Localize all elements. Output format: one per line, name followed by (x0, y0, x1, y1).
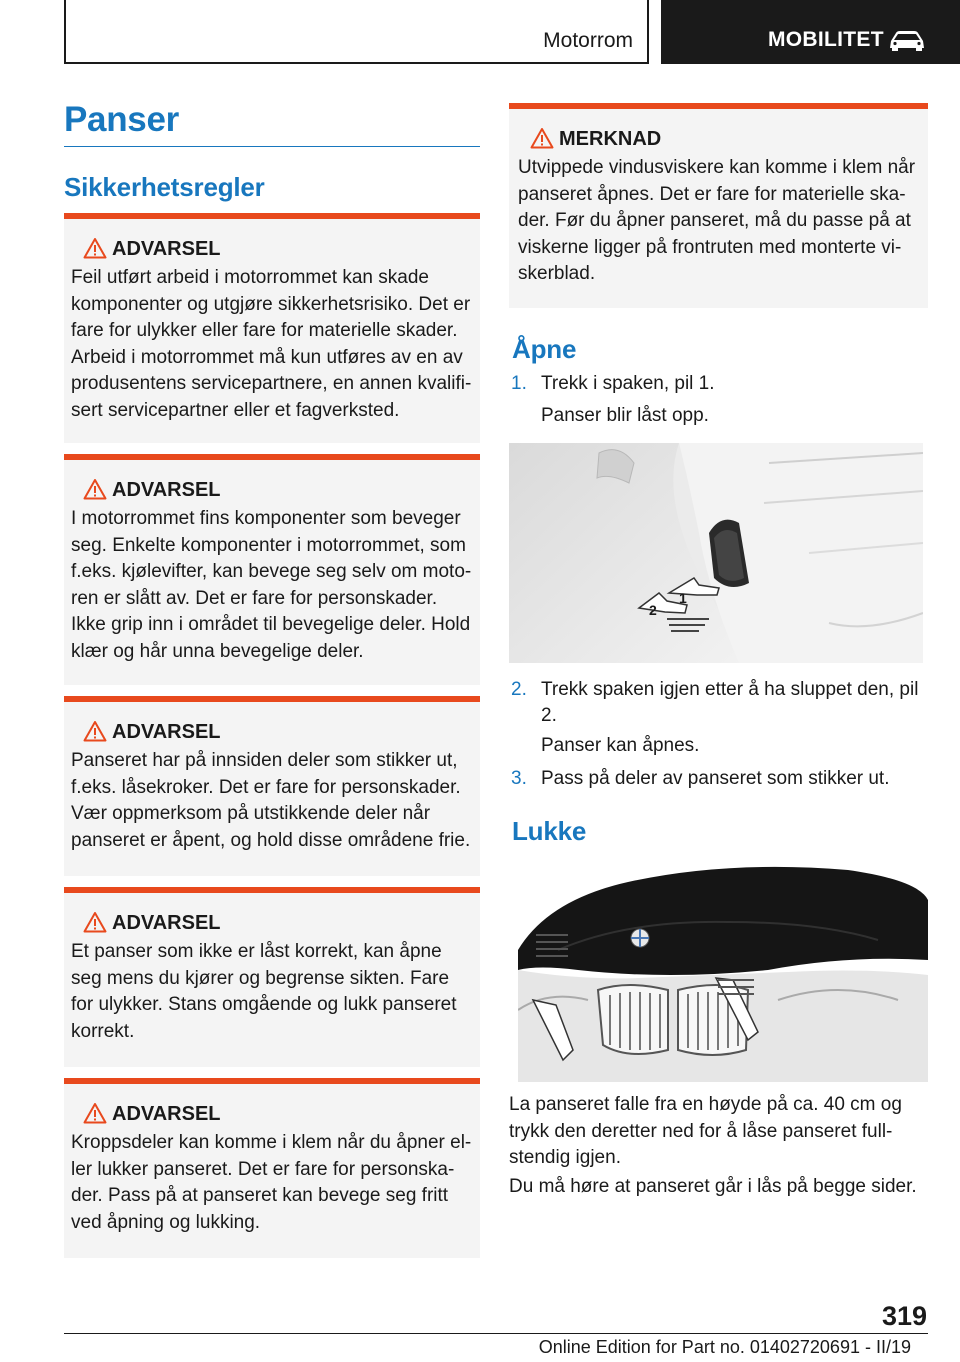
warning-box (64, 454, 480, 685)
warning-label: ADVARSEL (112, 238, 221, 260)
notice-text: Utvippede vindusviskere kan komme i klem når panseret åpnes. Det er fare for materielle ska-der. Før du åpner panseret, må du passe på at viskerne ligger på frontruten med monterte vi-skerblad. (518, 157, 916, 284)
warning-text: I motorrommet fins komponenter som beveger seg. Enkelte komponenter i motorrommet, som f.eks. kjølevifter, kan bevege seg selv om moto-ren er slått av. Det er fare for personskader. Ikke grip inn i området til bevegelige deler. Hold klær og hår unna bevegelige deler. (71, 508, 472, 662)
section-title: Motorrom (543, 29, 633, 52)
step-number: 2. (511, 679, 527, 700)
chapter-title: MOBILITET (768, 28, 884, 51)
warning-text: Panseret har på innsiden deler som stikker ut, f.eks. låsekroker. Det er fare for personskader. Vær oppmerksom på utstikkende deler når panseret er åpent, og hold disse områdene frie. (71, 750, 471, 851)
warning-triangle-icon (83, 1102, 107, 1124)
section-heading-open: Åpne (512, 334, 577, 364)
footer-rule (64, 1333, 928, 1334)
warning-label: ADVARSEL (112, 479, 221, 501)
warning-text: Feil utført arbeid i motorrommet kan skade komponenter og utgjøre sikkerhetsrisiko. Det er fare for ulykker eller fare for materielle skader. Arbeid i motorrommet må kun utføres av en av produsentens servicepartnere, en annen kvalifi-sert servicepartner eller et fagverksted. (71, 267, 472, 421)
step-text: Trekk i spaken, pil 1. (541, 373, 715, 394)
notice-label: MERKNAD (559, 128, 662, 150)
warning-label: ADVARSEL (112, 1103, 221, 1125)
header-section-box (64, 0, 649, 64)
close-paragraph: Du må høre at panseret går i lås på begge sider. (509, 1176, 917, 1197)
hood-closing-image (518, 860, 928, 1082)
page-number: 319 (881, 1301, 927, 1331)
warning-label: ADVARSEL (112, 912, 221, 934)
figure-label-1: 1 (679, 590, 687, 606)
warning-triangle-icon (83, 911, 107, 933)
step-text: Pass på deler av panseret som stikker ut. (541, 768, 890, 789)
list-item (509, 371, 928, 431)
warning-box (64, 696, 480, 876)
warning-triangle-icon (530, 127, 554, 149)
warning-box (64, 1078, 480, 1258)
hood-release-lever-image (509, 443, 923, 663)
step-number: 1. (511, 373, 527, 394)
edition-text: Online Edition for Part no. 01402720691 - II/19 (538, 1337, 911, 1357)
page-title: Panser (64, 100, 179, 139)
step-result: Panser blir låst opp. (541, 405, 709, 426)
section-heading-close: Lukke (512, 816, 587, 846)
warning-triangle-icon (83, 720, 107, 742)
notice-box (509, 103, 928, 308)
warning-box (64, 887, 480, 1067)
warning-box (64, 213, 480, 443)
section-heading-safety: Sikkerhetsregler (64, 172, 265, 202)
list-item (509, 766, 928, 796)
figure-label-2: 2 (649, 602, 657, 618)
header-chapter-tab (661, 0, 960, 64)
warning-text: Et panser som ikke er låst korrekt, kan åpne seg mens du kjører og begrense sikten. Fare for ulykker. Stans omgående og lukk panseret korrekt. (71, 941, 457, 1042)
list-item (509, 677, 928, 767)
warning-triangle-icon (83, 237, 107, 259)
footer-edition (64, 1337, 928, 1358)
step-result: Panser kan åpnes. (541, 735, 700, 756)
step-text: Trekk spaken igjen etter å ha sluppet den, pil 2. (541, 679, 919, 726)
step-number: 3. (511, 768, 527, 789)
warning-triangle-icon (83, 478, 107, 500)
close-paragraph: La panseret falle fra en høyde på ca. 40 cm og trykk den deretter ned for å låse panseret full-stendig igjen. (509, 1094, 902, 1168)
warning-text: Kroppsdeler kan komme i klem når du åpner el-ler lukker panseret. Det er fare for personska-der. Pass på at panseret kan bevege seg fritt ved åpning og lukking. (71, 1132, 472, 1233)
title-rule (64, 146, 480, 147)
warning-label: ADVARSEL (112, 721, 221, 743)
car-icon (887, 28, 927, 52)
